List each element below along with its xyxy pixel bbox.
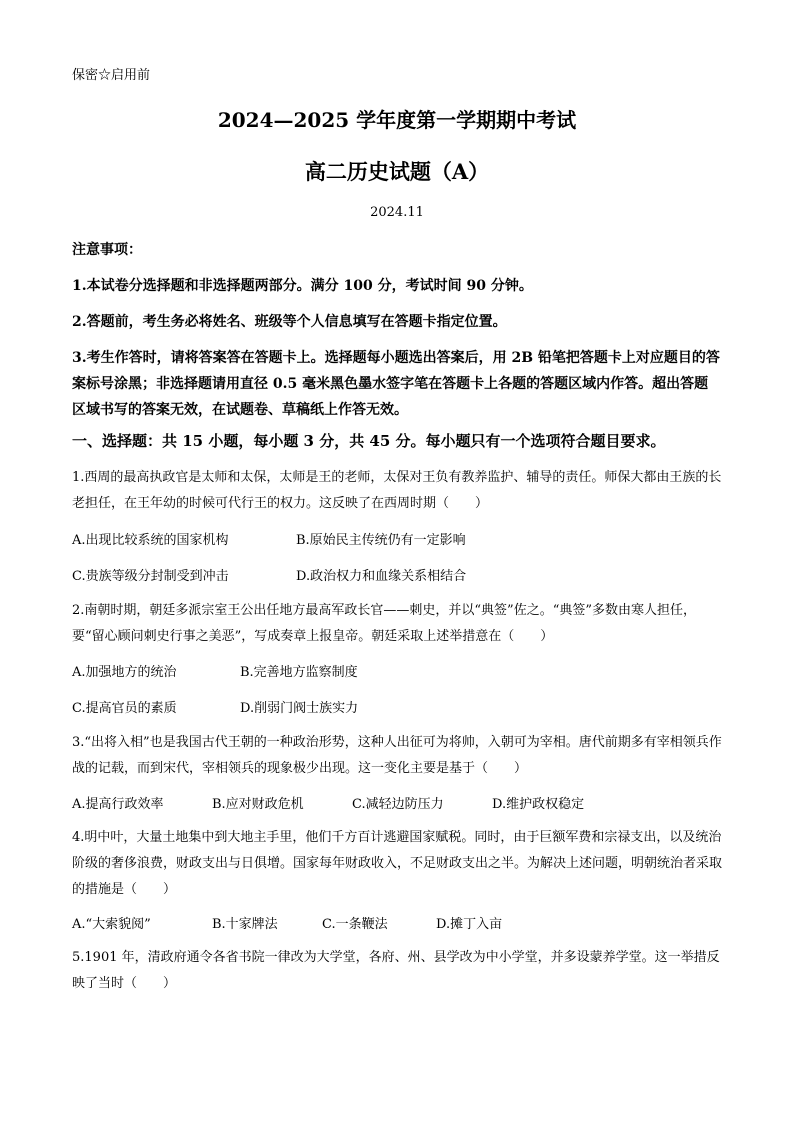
question-option: A.“大索貌阅” bbox=[72, 917, 151, 932]
question-option: A.提高行政效率 bbox=[72, 797, 164, 812]
question-stem: 1.西周的最高执政官是太师和太保，太师是王的老师，太保对王负有教养监护、辅导的责任。师保大都由王族的长老担任，在王年幼的时候可代行王的权力。这反映了在西周时期（ ） bbox=[72, 470, 722, 511]
question-option: B.完善地方监察制度 bbox=[240, 665, 358, 680]
notice-item: 3.考生作答时，请将答案答在答题卡上。选择题每小题选出答案后，用 2B 铅笔把答题卡上对应题目的答案标号涂黑；非选择题请用直径 0.5 毫米黑色墨水签字笔在答题卡上各题的答题区域内作答。超出答题区域书写的答案无效，在试题卷、草稿纸上作答无效。 bbox=[72, 350, 720, 418]
question-stem: 5.1901 年，清政府通令各省书院一律改为大学堂，各府、州、县学改为中小学堂，并多设蒙养学堂。这一举措反映了当时（ ） bbox=[72, 950, 720, 991]
section-heading: 一、选择题：共 15 小题，每小题 3 分，共 45 分。每小题只有一个选项符合题目要求。 bbox=[72, 432, 666, 450]
question-option: C.减轻边防压力 bbox=[352, 797, 444, 812]
question-stem: 3.“出将入相”也是我国古代王朝的一种政治形势，这种人出征可为将帅，入朝可为宰相。唐代前期多有宰相领兵作战的记载，而到宋代，宰相领兵的现象极少出现。这一变化主要是基于（ ） bbox=[72, 735, 722, 776]
exam-title: 2024—2025 学年度第一学期期中考试 bbox=[217, 108, 577, 132]
notice-item: 1.本试卷分选择题和非选择题两部分。满分 100 分，考试时间 90 分钟。 bbox=[72, 278, 533, 294]
question-option: D.政治权力和血缘关系相结合 bbox=[296, 569, 467, 584]
subject-title: 高二历史试题（A） bbox=[304, 159, 490, 184]
question-option: D.削弱门阀士族实力 bbox=[240, 701, 359, 716]
question-option: C.提高官员的素质 bbox=[72, 701, 177, 716]
notice-item: 2.答题前，考生务必将姓名、班级等个人信息填写在答题卡指定位置。 bbox=[72, 314, 507, 330]
question-option: C.一条鞭法 bbox=[322, 917, 388, 932]
question-option: D.维护政权稳定 bbox=[492, 797, 585, 812]
notice-heading: 注意事项： bbox=[72, 242, 142, 258]
question-stem: 2.南朝时期，朝廷多派宗室王公出任地方最高军政长官——刺史，并以“典签”佐之。“典签”多数由寒人担任，要“留心顾问刺史行事之美恶”，写成奏章上报皇帝。朝廷采取上述举措意在（ ） bbox=[72, 603, 696, 644]
question-stem: 4.明中叶，大量土地集中到大地主手里，他们千方百计逃避国家赋税。同时，由于巨额军费和宗禄支出，以及统治阶级的奢侈浪费，财政支出与日俱增。国家每年财政收入，不足财政支出之半。为解决上述问题，明朝统治者采取的措施是（ ） bbox=[72, 830, 723, 897]
question-option: B.应对财政危机 bbox=[212, 797, 304, 812]
question-option: A.加强地方的统治 bbox=[72, 665, 177, 680]
question-option: A.出现比较系统的国家机构 bbox=[72, 533, 229, 548]
exam-date: 2024.11 bbox=[370, 205, 424, 220]
question-option: C.贵族等级分封制受到冲击 bbox=[72, 569, 229, 584]
question-option: B.十家牌法 bbox=[212, 917, 278, 932]
question-option: D.摊丁入亩 bbox=[436, 917, 503, 932]
question-option: B.原始民主传统仍有一定影响 bbox=[296, 533, 466, 548]
confidential-label: 保密☆启用前 bbox=[72, 68, 151, 83]
